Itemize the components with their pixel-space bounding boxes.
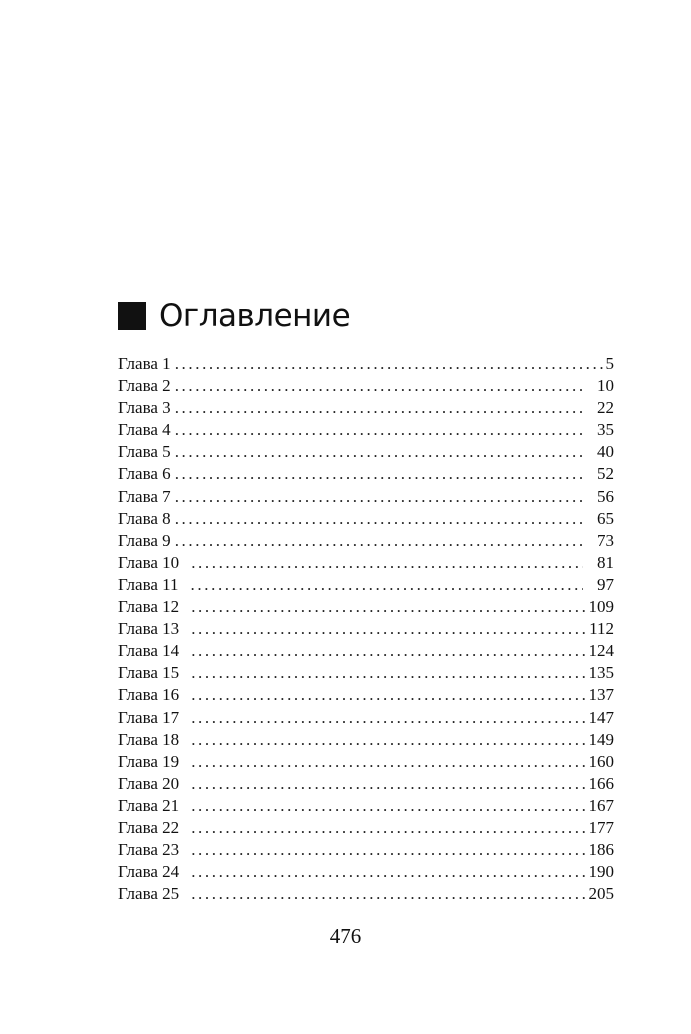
- toc-entry-page: 190: [588, 862, 614, 882]
- toc-entry[interactable]: [118, 552, 614, 574]
- toc-dot-leader: [191, 839, 585, 861]
- toc-title: Оглавление: [159, 298, 351, 334]
- toc-entry[interactable]: [118, 375, 614, 397]
- toc-entry[interactable]: [118, 441, 614, 463]
- toc-dot-leader: [191, 751, 585, 773]
- toc-entry-label: Глава 12: [118, 597, 180, 617]
- toc-entry-label: Глава 2: [118, 376, 171, 396]
- toc-dot-leader: [191, 883, 585, 905]
- toc-entry-page: 5: [605, 354, 614, 373]
- toc-dot-leader: [175, 397, 583, 419]
- toc-dot-leader: [191, 552, 583, 574]
- toc-entry-page: 166: [588, 773, 614, 793]
- toc-entry[interactable]: [118, 618, 614, 640]
- toc-entry-label: Глава 25: [118, 884, 180, 904]
- toc-entry-page: 167: [588, 795, 614, 815]
- toc-entry-page: 65: [597, 508, 614, 528]
- toc-entry-page: 186: [588, 840, 614, 860]
- toc-dot-leader: [175, 486, 583, 508]
- toc-dot-leader: [191, 684, 585, 706]
- toc-entry-label: Глава 8: [118, 508, 171, 528]
- heading-square-icon: [118, 302, 146, 330]
- toc-dot-leader: [191, 574, 583, 596]
- toc-entry-page: 177: [588, 817, 614, 837]
- toc-dot-leader: [175, 353, 603, 375]
- toc-entry[interactable]: [118, 463, 614, 485]
- toc-entry-label: Глава 13: [118, 619, 180, 639]
- toc-entry-page: 135: [588, 663, 614, 683]
- toc-entry[interactable]: [118, 530, 614, 552]
- toc-entry[interactable]: [118, 839, 614, 861]
- toc-dot-leader: [175, 375, 583, 397]
- toc-entry-page: 40: [597, 442, 614, 462]
- toc-entry-page: 81: [597, 552, 614, 572]
- toc-dot-leader: [191, 795, 585, 817]
- toc-entry-page: 73: [597, 530, 614, 550]
- toc-dot-leader: [191, 640, 585, 662]
- toc-entry-page: 109: [588, 597, 614, 617]
- toc-entry[interactable]: [118, 751, 614, 773]
- toc-entry-label: Глава 5: [118, 442, 171, 462]
- toc-entry[interactable]: [118, 729, 614, 751]
- toc-entry-page: 137: [588, 685, 614, 705]
- toc-entry[interactable]: [118, 684, 614, 706]
- toc-entry-label: Глава 21: [118, 795, 180, 815]
- toc-entry[interactable]: [118, 640, 614, 662]
- toc-entry[interactable]: [118, 861, 614, 883]
- toc-entry-label: Глава 6: [118, 464, 171, 484]
- toc-entry-page: 56: [597, 486, 614, 506]
- toc-dot-leader: [191, 618, 586, 640]
- toc-entry[interactable]: [118, 795, 614, 817]
- toc-entry-label: Глава 15: [118, 663, 180, 683]
- toc-dot-leader: [175, 463, 583, 485]
- toc-entry-page: 97: [597, 574, 614, 594]
- page-number: 476: [329, 924, 362, 948]
- toc-entry[interactable]: [118, 574, 614, 596]
- toc-entry-page: 52: [597, 464, 614, 484]
- toc-entry-label: Глава 9: [118, 530, 171, 550]
- toc-entry-label: Глава 22: [118, 817, 180, 837]
- toc-entry[interactable]: [118, 419, 614, 441]
- toc-list: [118, 353, 614, 905]
- toc-entry-label: Глава 10: [118, 552, 180, 572]
- toc-entry-label: Глава 11: [118, 574, 179, 594]
- toc-entry-label: Глава 18: [118, 729, 180, 749]
- toc-entry[interactable]: [118, 883, 614, 905]
- toc-entry-label: Глава 20: [118, 773, 180, 793]
- toc-entry[interactable]: [118, 486, 614, 508]
- toc-entry[interactable]: [118, 662, 614, 684]
- toc-entry-page: 112: [589, 619, 614, 639]
- toc-entry-page: 149: [588, 729, 614, 749]
- toc-entry-page: 147: [588, 707, 614, 727]
- toc-entry[interactable]: [118, 773, 614, 795]
- toc-entry-label: Глава 17: [118, 707, 180, 727]
- toc-dot-leader: [191, 773, 585, 795]
- toc-dot-leader: [175, 508, 583, 530]
- toc-entry[interactable]: [118, 596, 614, 618]
- toc-entry-page: 22: [597, 398, 614, 418]
- toc-entry-label: Глава 7: [118, 486, 171, 506]
- toc-entry[interactable]: [118, 508, 614, 530]
- toc-dot-leader: [191, 707, 585, 729]
- toc-dot-leader: [175, 419, 583, 441]
- toc-entry-page: 35: [597, 420, 614, 440]
- toc-entry-label: Глава 23: [118, 840, 180, 860]
- toc-entry[interactable]: [118, 397, 614, 419]
- toc-entry-label: Глава 4: [118, 420, 171, 440]
- toc-dot-leader: [191, 596, 585, 618]
- toc-entry-label: Глава 19: [118, 751, 180, 771]
- toc-entry-page: 205: [588, 884, 614, 904]
- toc-entry-label: Глава 3: [118, 398, 171, 418]
- toc-dot-leader: [191, 861, 585, 883]
- toc-entry-page: 124: [588, 641, 614, 661]
- toc-dot-leader: [191, 817, 585, 839]
- toc-heading: [118, 296, 350, 336]
- toc-entry[interactable]: [118, 707, 614, 729]
- toc-dot-leader: [191, 662, 585, 684]
- toc-entry-page: 160: [588, 751, 614, 771]
- toc-entry-label: Глава 1: [118, 354, 171, 373]
- toc-entry-label: Глава 24: [118, 862, 180, 882]
- toc-dot-leader: [191, 729, 585, 751]
- toc-entry-page: 10: [597, 376, 614, 396]
- toc-dot-leader: [175, 530, 583, 552]
- toc-entry[interactable]: [118, 817, 614, 839]
- toc-entry-label: Глава 16: [118, 685, 180, 705]
- toc-dot-leader: [175, 441, 583, 463]
- toc-entry-label: Глава 14: [118, 641, 180, 661]
- toc-entry[interactable]: [118, 353, 614, 375]
